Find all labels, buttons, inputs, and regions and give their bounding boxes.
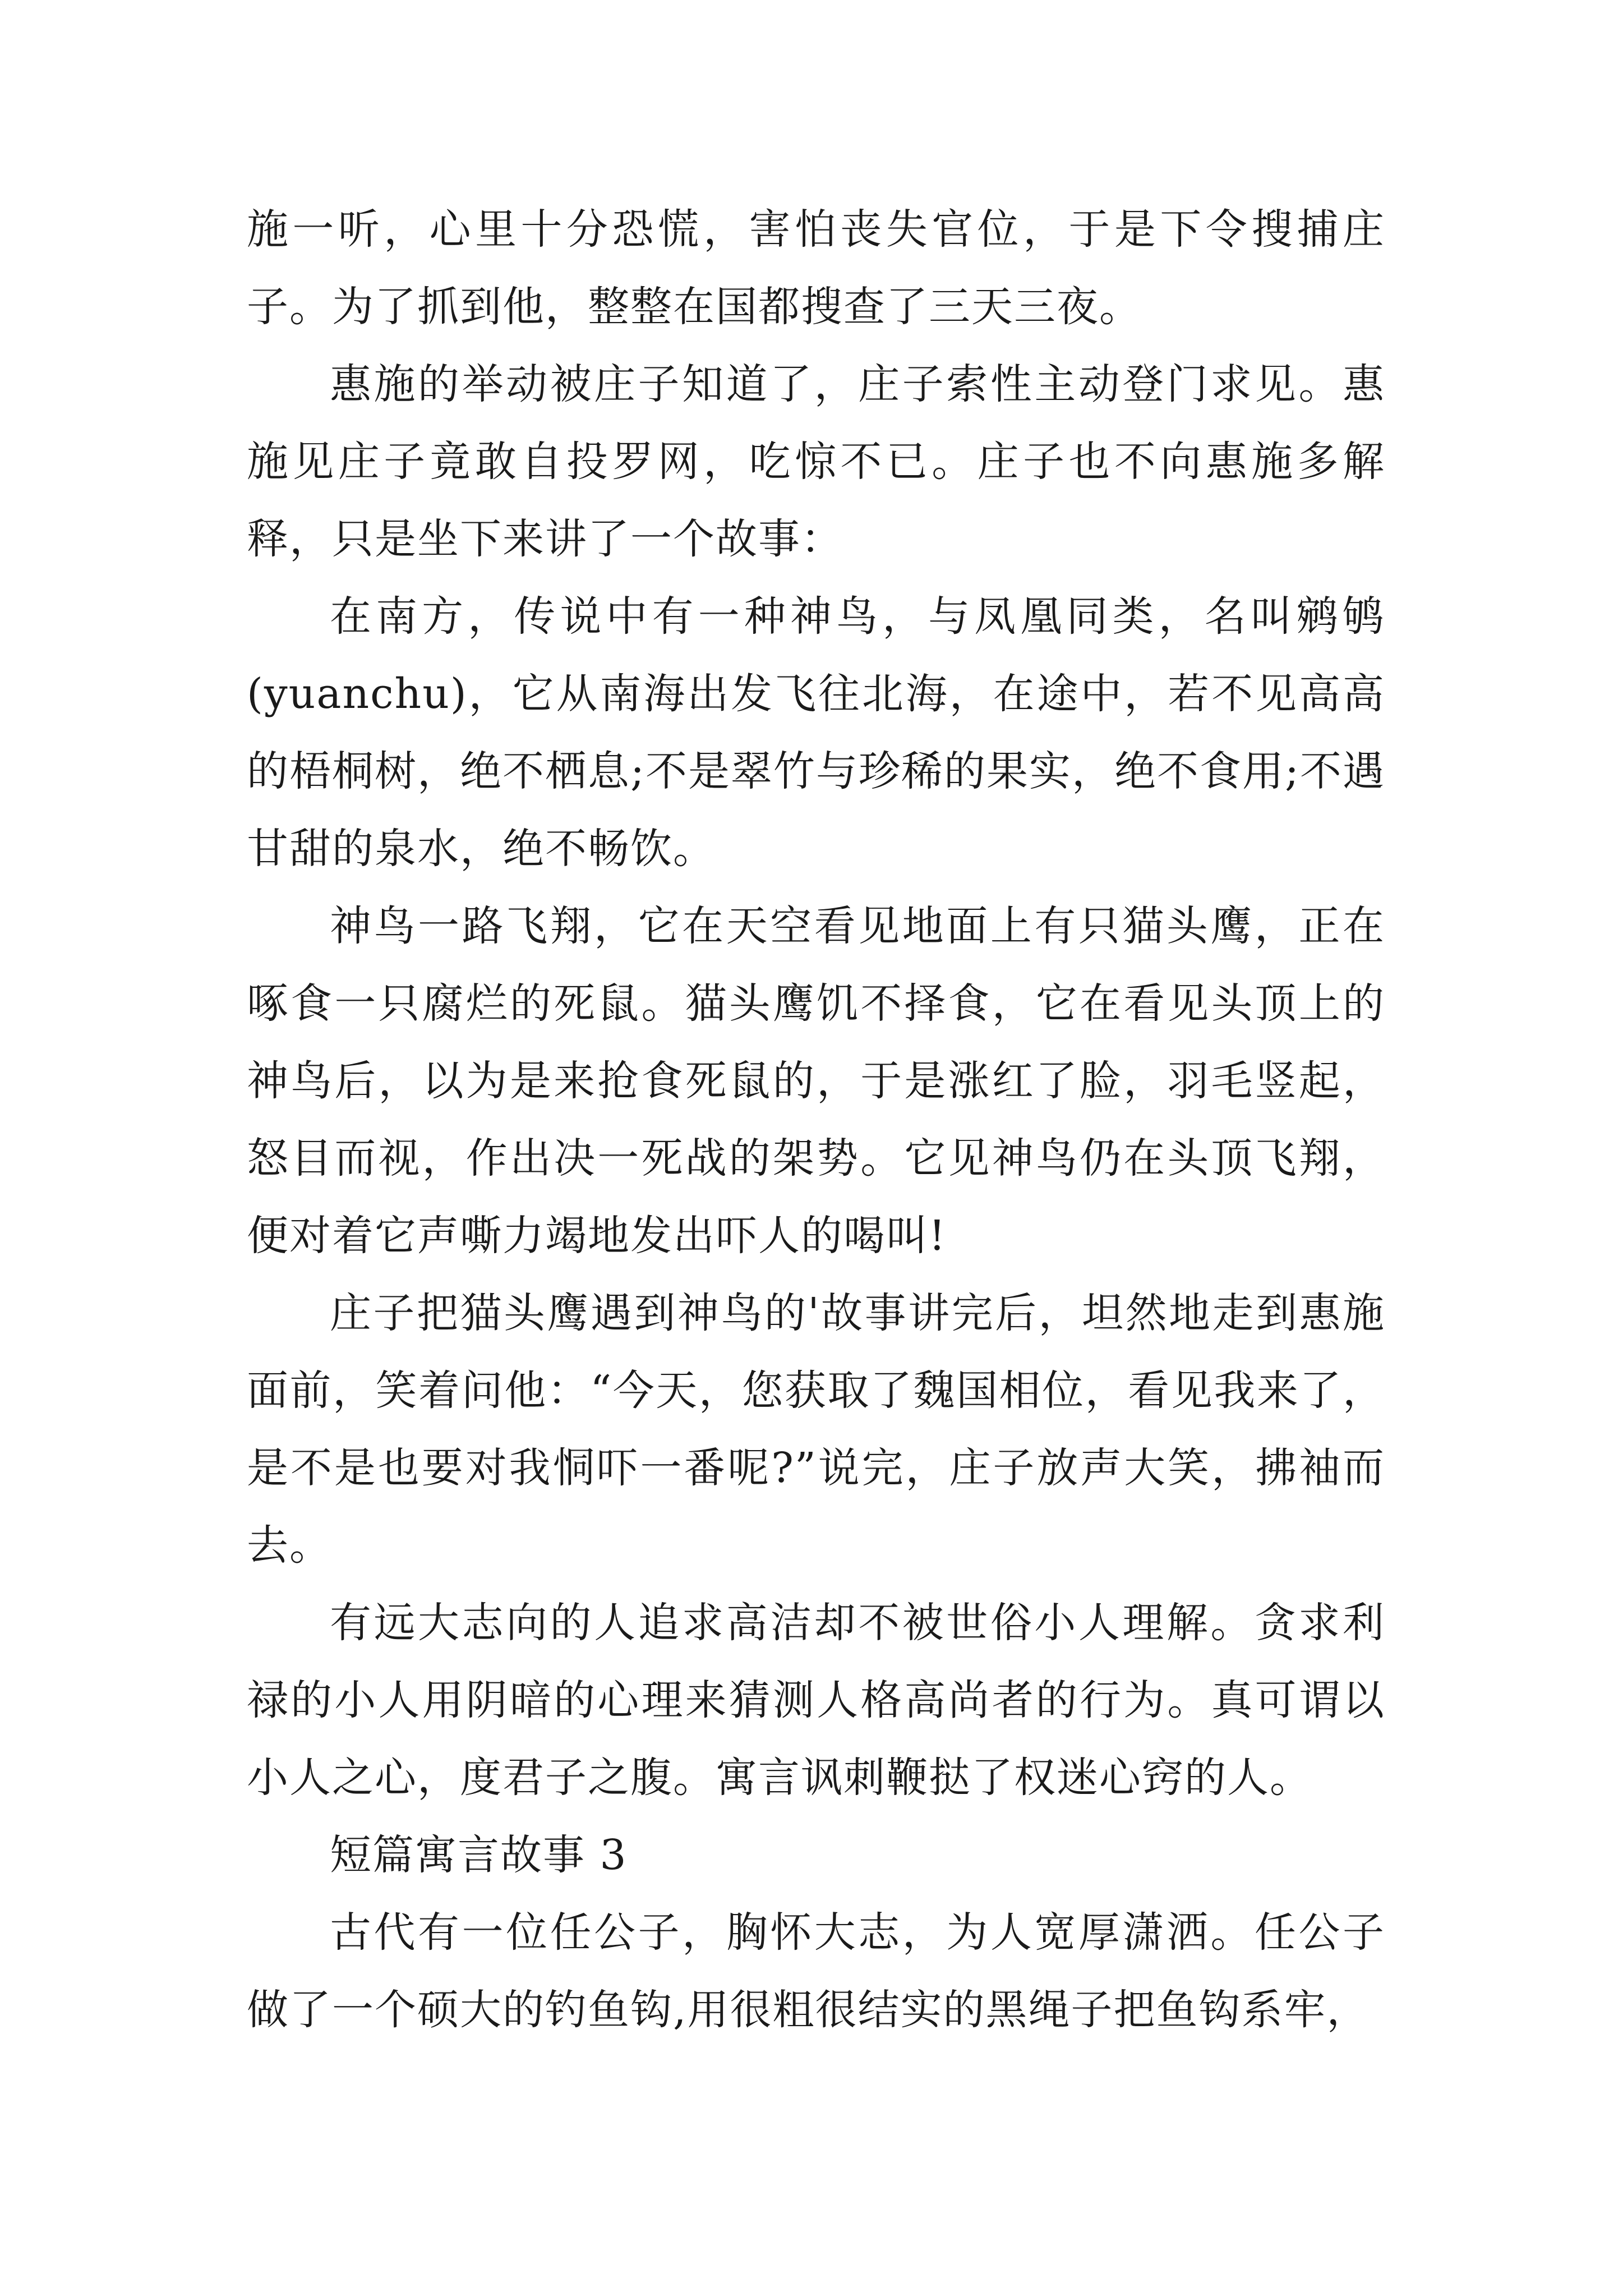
- paragraph-1: 施一听，心里十分恐慌，害怕丧失官位，于是下令搜捕庄子。为了抓到他，整整在国都搜查了三天三夜。: [247, 205, 1385, 331]
- paragraph-2: 惠施的举动被庄子知道了，庄子索性主动登门求见。惠施见庄子竟敢自投罗网，吃惊不已。庄子也不向惠施多解释，只是坐下来讲了一个故事：: [247, 360, 1385, 563]
- document-body: [247, 191, 1385, 2049]
- paragraph-7: 古代有一位任公子，胸怀大志，为人宽厚潇洒。任公子做了一个硕大的钓鱼钩,用很粗很结实的黑绳子把鱼钩系牢，: [247, 1908, 1385, 2034]
- paragraph-4: 神鸟一路飞翔，它在天空看见地面上有只猫头鹰，正在啄食一只腐烂的死鼠。猫头鹰饥不择食，它在看见头顶上的神鸟后，以为是来抢食死鼠的，于是涨红了脸，羽毛竖起，怒目而视，作出决一死战的架势。它见神鸟仍在头顶飞翔，便对着它声嘶力竭地发出吓人的喝叫!: [247, 902, 1385, 1260]
- section-heading: 短篇寓言故事 3: [330, 1831, 628, 1879]
- paragraph-3: 在南方，传说中有一种神鸟，与凤凰同类，名叫鹓鸲(yuanchu)，它从南海出发飞往北海，在途中，若不见高高的梧桐树，绝不栖息;不是翠竹与珍稀的果实，绝不食用;不遇甘甜的泉水，绝不畅饮。: [247, 592, 1385, 873]
- paragraph-6: 有远大志向的人追求高洁却不被世俗小人理解。贪求利禄的小人用阴暗的心理来猜测人格高尚者的行为。真可谓以小人之心，度君子之腹。寓言讽刺鞭挞了权迷心窍的人。: [247, 1599, 1385, 1802]
- paragraph-5: 庄子把猫头鹰遇到神鸟的'故事讲完后，坦然地走到惠施面前，笑着问他：“今天，您获取了魏国相位，看见我来了，是不是也要对我恫吓一番呢?”说完，庄子放声大笑，拂袖而去。: [247, 1289, 1385, 1570]
